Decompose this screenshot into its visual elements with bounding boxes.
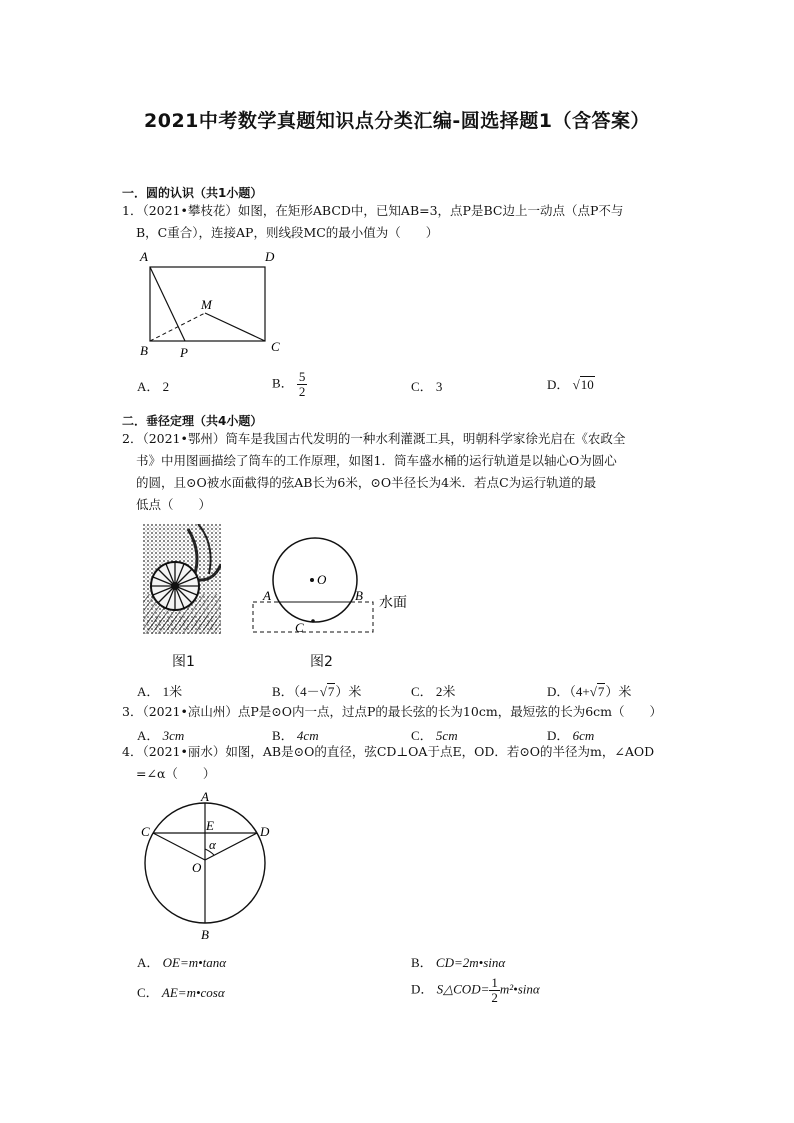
option-a[interactable]: A． 2 <box>137 379 170 394</box>
label-c: C <box>271 339 280 354</box>
segment-mc <box>205 313 265 341</box>
option-d[interactable]: D． 6cm <box>547 728 595 743</box>
label-d: D <box>260 824 270 839</box>
option-c[interactable]: C． 3 <box>411 379 443 394</box>
question-number: 2． <box>122 431 143 446</box>
label-o: O <box>192 860 202 875</box>
label-b: B <box>201 927 209 942</box>
question-text-line1: 如图，在矩形ABCD中，已知AB=3，点P是BC边上一动点（点P不与 <box>237 203 624 218</box>
option-c[interactable]: C． 2米 <box>411 684 456 699</box>
question-2 <box>122 428 682 516</box>
rectangle-figure <box>130 245 300 365</box>
question-source: （2021•丽水） <box>142 744 226 759</box>
option-d[interactable]: D． √10 <box>547 377 594 392</box>
option-b[interactable]: B． 4cm <box>272 728 319 743</box>
segment-bm <box>150 313 205 341</box>
question-number: 3． <box>122 704 143 719</box>
figure-1-caption: 图1 <box>172 654 195 670</box>
question-text-line3: 的圆，且⊙O被水面截得的弦AB长为6米，⊙O半径长为4米．若点C为运行轨道的最 <box>136 475 597 490</box>
label-a: A <box>201 789 209 804</box>
segment-oc <box>153 833 205 860</box>
question-source: （2021•攀枝花） <box>142 203 238 218</box>
option-a[interactable]: A． OE=m•tanα <box>137 955 227 970</box>
question-text-line2: =∠α（ ） <box>136 766 216 781</box>
question-text-line1: 筒车是我国古代发明的一种水利灌溉工具，明朝科学家徐光启在《农政全 <box>225 431 626 446</box>
option-c[interactable]: C． AE=m•cosα <box>137 985 225 1000</box>
label-p: P <box>180 345 188 360</box>
label-a: A <box>140 249 148 264</box>
label-a: A <box>263 588 271 603</box>
water-region <box>253 602 373 632</box>
option-d[interactable]: D． S△COD= $\frac{1}{2}$ m²•sinα <box>411 975 540 1005</box>
option-d[interactable]: D．（4+√7）米 <box>547 684 632 699</box>
option-b[interactable]: B． CD=2m•sinα <box>411 955 506 970</box>
label-m: M <box>201 297 212 312</box>
question-number: 1． <box>122 203 143 218</box>
question-source: （2021•鄂州） <box>142 431 226 446</box>
question-number: 4． <box>122 744 143 759</box>
question-text-line4: 低点（ ） <box>136 497 212 512</box>
section-heading-1: 一．圆的认识（共1小题） <box>122 186 263 200</box>
question-text-line2: 书》中用图画描绘了筒车的工作原理，如图1．筒车盛水桶的运行轨道是以轴心O为圆心 <box>136 453 617 468</box>
circle-waterline-figure <box>245 530 425 640</box>
option-a[interactable]: A． 3cm <box>137 728 185 743</box>
option-c[interactable]: C． 5cm <box>411 728 458 743</box>
question-text: （2021•凉山州）点P是⊙O内一点，过点P的最长弦的长为10cm，最短弦的长为6cm（ ） <box>142 704 662 719</box>
option-b[interactable]: B． $\frac{5}{2}$ <box>272 369 306 399</box>
label-d: D <box>265 249 275 264</box>
label-c: C <box>295 620 304 635</box>
label-c: C <box>141 824 150 839</box>
question-text-line2: B，C重合），连接AP，则线段MC的最小值为（ ） <box>136 225 439 240</box>
section-heading-2: 二．垂径定理（共4小题） <box>122 414 263 428</box>
figure-2-caption: 图2 <box>310 654 333 670</box>
document-title: 2021中考数学真题知识点分类汇编-圆选择题1（含答案） <box>144 110 650 132</box>
label-b: B <box>140 343 148 358</box>
label-b: B <box>355 588 363 603</box>
segment-ap <box>150 267 185 341</box>
label-o: O <box>317 572 327 587</box>
option-b[interactable]: B．（4－√7）米 <box>272 684 362 699</box>
question-4 <box>122 741 682 785</box>
circle-o <box>273 538 357 622</box>
question-1 <box>122 200 682 244</box>
question-text-line1: 如图，AB是⊙O的直径，弦CD⊥OA于点E，OD．若⊙O的半径为m，∠AOD <box>225 744 655 759</box>
question-3 <box>122 701 702 723</box>
label-e: E <box>206 818 214 833</box>
label-alpha: α <box>209 837 216 852</box>
water-surface-label: 水面 <box>379 595 407 611</box>
option-a[interactable]: A． 1米 <box>137 684 183 699</box>
waterwheel-illustration <box>143 524 221 634</box>
circle-diameter-figure <box>130 785 290 945</box>
